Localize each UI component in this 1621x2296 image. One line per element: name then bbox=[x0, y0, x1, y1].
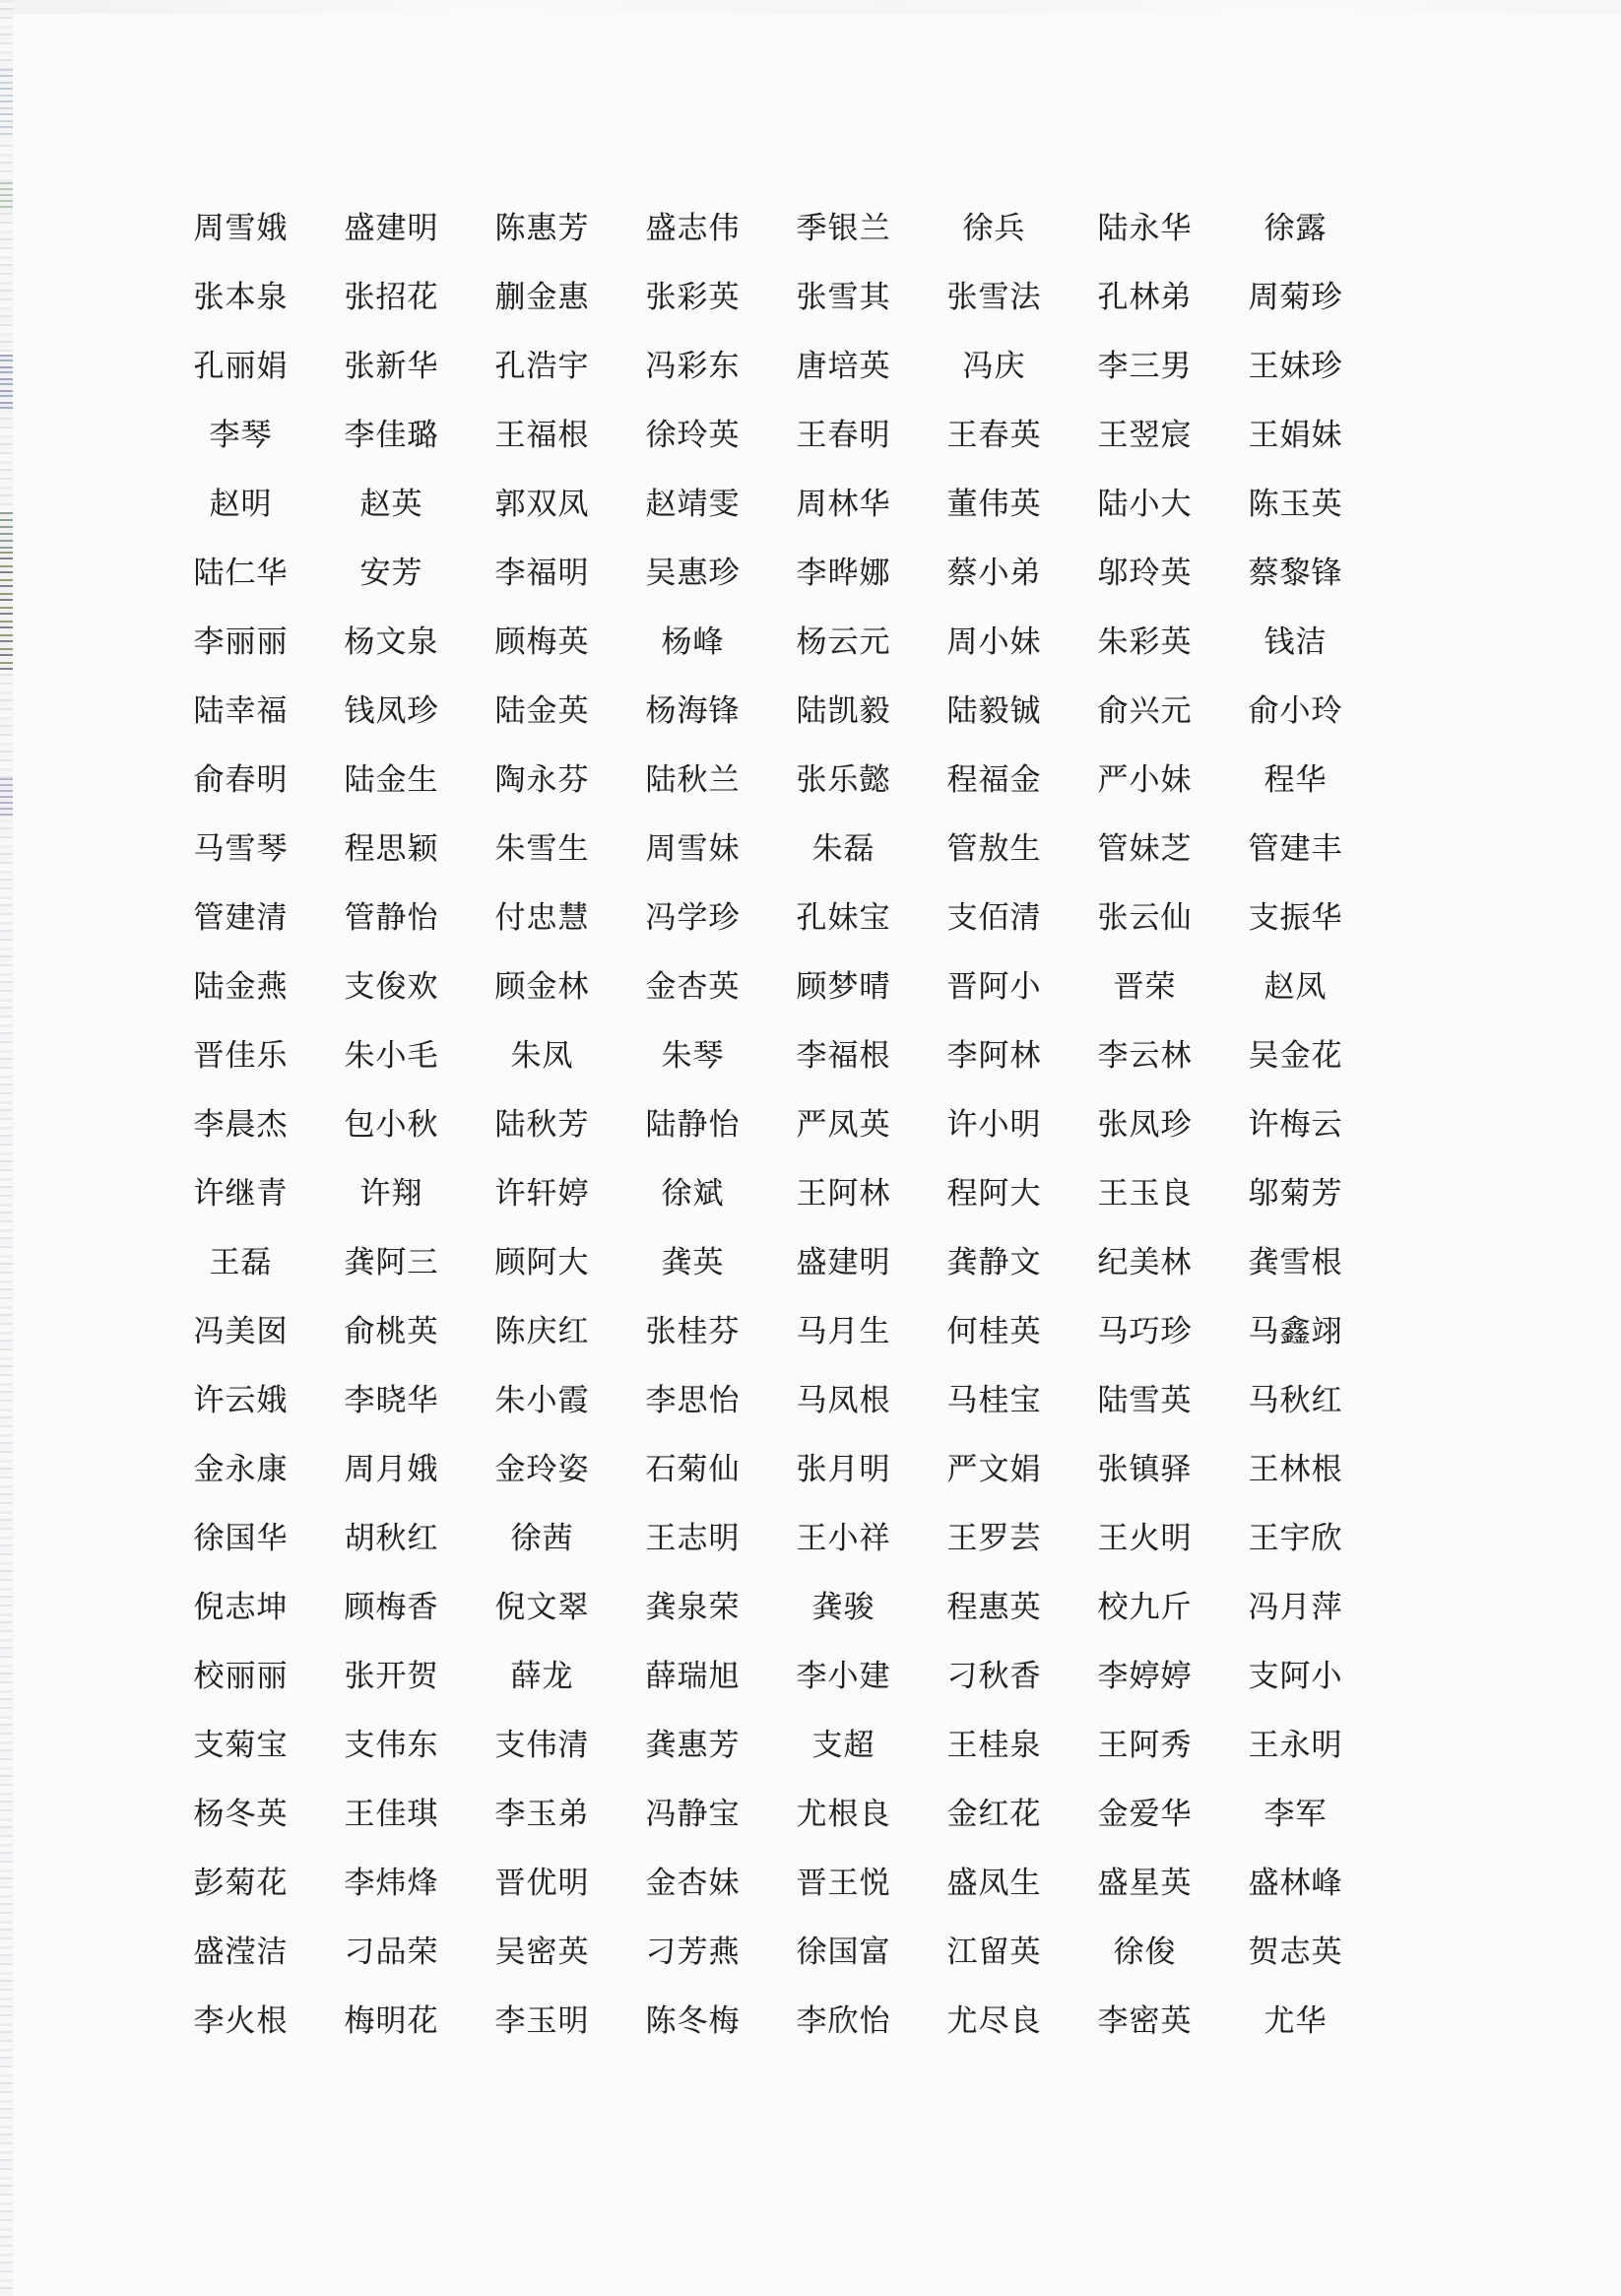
name-cell: 王福根 bbox=[494, 417, 590, 452]
name-cell: 杨文泉 bbox=[344, 623, 439, 659]
name-cell: 陆仁华 bbox=[193, 555, 289, 590]
name-cell: 支伟东 bbox=[344, 1727, 439, 1762]
name-cell: 王桂泉 bbox=[946, 1727, 1042, 1762]
name-cell: 蒯金惠 bbox=[494, 279, 590, 314]
name-cell: 张雪其 bbox=[796, 279, 891, 314]
name-cell: 尤尽良 bbox=[946, 2002, 1042, 2038]
name-cell: 盛星英 bbox=[1097, 1865, 1193, 1900]
name-cell: 朱凤 bbox=[510, 1037, 574, 1073]
name-cell: 冯月萍 bbox=[1248, 1589, 1343, 1624]
name-cell: 赵英 bbox=[359, 486, 423, 521]
scan-edge-artifact bbox=[0, 0, 13, 2296]
name-cell: 王宇欣 bbox=[1248, 1520, 1343, 1555]
name-cell: 王翌宸 bbox=[1097, 417, 1193, 452]
name-cell: 校九斤 bbox=[1097, 1589, 1193, 1624]
name-cell: 王娟妹 bbox=[1248, 417, 1343, 452]
name-cell: 盛建明 bbox=[344, 210, 439, 245]
name-cell: 张乐懿 bbox=[796, 761, 891, 797]
name-cell: 许继青 bbox=[193, 1175, 289, 1211]
name-cell: 李火根 bbox=[193, 2002, 289, 2038]
name-cell: 杨峰 bbox=[661, 623, 725, 659]
name-cell: 王志明 bbox=[645, 1520, 741, 1555]
name-cell: 王阿林 bbox=[796, 1175, 891, 1211]
name-cell: 顾阿大 bbox=[494, 1244, 590, 1279]
name-cell: 张雪法 bbox=[946, 279, 1042, 314]
name-cell: 晋阿小 bbox=[946, 968, 1042, 1004]
name-cell: 马巧珍 bbox=[1097, 1313, 1193, 1348]
name-cell: 晋王悦 bbox=[796, 1865, 891, 1900]
name-cell: 李婷婷 bbox=[1097, 1658, 1193, 1693]
name-cell: 管建丰 bbox=[1248, 830, 1343, 866]
name-cell: 张月明 bbox=[796, 1451, 891, 1486]
names-grid bbox=[165, 190, 1371, 2052]
scan-edge-stripe-patch bbox=[0, 69, 13, 138]
name-cell: 陆雪英 bbox=[1097, 1382, 1193, 1417]
name-cell: 吴金花 bbox=[1248, 1037, 1343, 1073]
scan-edge-stripe-patch bbox=[0, 512, 13, 552]
name-cell: 许轩婷 bbox=[494, 1175, 590, 1211]
name-cell: 盛志伟 bbox=[645, 210, 741, 245]
name-cell: 晋荣 bbox=[1113, 968, 1177, 1004]
name-cell: 顾梅香 bbox=[344, 1589, 439, 1624]
name-cell: 俞春明 bbox=[193, 761, 289, 797]
name-cell: 盛滢洁 bbox=[193, 1934, 289, 1969]
name-cell: 朱彩英 bbox=[1097, 623, 1193, 659]
name-cell: 王小祥 bbox=[796, 1520, 891, 1555]
name-cell: 陆金燕 bbox=[193, 968, 289, 1004]
name-cell: 赵凤 bbox=[1264, 968, 1328, 1004]
name-cell: 付忠慧 bbox=[494, 899, 590, 935]
name-cell: 李琴 bbox=[209, 417, 273, 452]
name-cell: 顾金林 bbox=[494, 968, 590, 1004]
name-cell: 金玲姿 bbox=[494, 1451, 590, 1486]
name-cell: 金杏英 bbox=[645, 968, 741, 1004]
name-cell: 严小妹 bbox=[1097, 761, 1193, 797]
name-cell: 顾梅英 bbox=[494, 623, 590, 659]
name-cell: 李阿林 bbox=[946, 1037, 1042, 1073]
name-cell: 李密英 bbox=[1097, 2002, 1193, 2038]
scan-edge-stripe-patch bbox=[0, 182, 13, 212]
name-cell: 程福金 bbox=[946, 761, 1042, 797]
name-cell: 陆金英 bbox=[494, 692, 590, 728]
name-cell: 龚阿三 bbox=[344, 1244, 439, 1279]
name-cell: 金杏妹 bbox=[645, 1865, 741, 1900]
name-cell: 李小建 bbox=[796, 1658, 891, 1693]
name-cell: 周月娥 bbox=[344, 1451, 439, 1486]
name-cell: 支振华 bbox=[1248, 899, 1343, 935]
name-cell: 吴惠珍 bbox=[645, 555, 741, 590]
name-cell: 陈惠芳 bbox=[494, 210, 590, 245]
name-cell: 钱洁 bbox=[1264, 623, 1328, 659]
name-cell: 徐国华 bbox=[193, 1520, 289, 1555]
name-cell: 管妹芝 bbox=[1097, 830, 1193, 866]
name-cell: 陈庆红 bbox=[494, 1313, 590, 1348]
name-cell: 严文娟 bbox=[946, 1451, 1042, 1486]
name-cell: 郭双凤 bbox=[494, 486, 590, 521]
name-cell: 蔡黎锋 bbox=[1248, 555, 1343, 590]
name-cell: 孔林弟 bbox=[1097, 279, 1193, 314]
name-cell: 徐茜 bbox=[510, 1520, 574, 1555]
name-cell: 马雪琴 bbox=[193, 830, 289, 866]
name-cell: 陆金生 bbox=[344, 761, 439, 797]
name-cell: 校丽丽 bbox=[193, 1658, 289, 1693]
name-cell: 周菊珍 bbox=[1248, 279, 1343, 314]
name-cell: 李晓华 bbox=[344, 1382, 439, 1417]
name-cell: 严凤英 bbox=[796, 1106, 891, 1142]
name-cell: 朱雪生 bbox=[494, 830, 590, 866]
name-cell: 支菊宝 bbox=[193, 1727, 289, 1762]
name-cell: 赵明 bbox=[209, 486, 273, 521]
name-cell: 纪美林 bbox=[1097, 1244, 1193, 1279]
scan-top-texture bbox=[0, 0, 1621, 14]
name-cell: 倪志坤 bbox=[193, 1589, 289, 1624]
name-cell: 王火明 bbox=[1097, 1520, 1193, 1555]
name-cell: 周小妹 bbox=[946, 623, 1042, 659]
name-cell: 徐俊 bbox=[1113, 1934, 1177, 1969]
name-cell: 尤根良 bbox=[796, 1796, 891, 1831]
name-cell: 张彩英 bbox=[645, 279, 741, 314]
name-cell: 李三男 bbox=[1097, 348, 1193, 383]
name-cell: 李福根 bbox=[796, 1037, 891, 1073]
name-cell: 王永明 bbox=[1248, 1727, 1343, 1762]
name-cell: 陆幸福 bbox=[193, 692, 289, 728]
name-cell: 李玉弟 bbox=[494, 1796, 590, 1831]
name-cell: 徐斌 bbox=[661, 1175, 725, 1211]
name-cell: 俞兴元 bbox=[1097, 692, 1193, 728]
name-cell: 管静怡 bbox=[344, 899, 439, 935]
name-cell: 梅明花 bbox=[344, 2002, 439, 2038]
name-cell: 冯美囡 bbox=[193, 1313, 289, 1348]
name-cell: 王佳琪 bbox=[344, 1796, 439, 1831]
name-cell: 唐培英 bbox=[796, 348, 891, 383]
name-cell: 李军 bbox=[1264, 1796, 1328, 1831]
name-cell: 刁芳燕 bbox=[645, 1934, 741, 1969]
name-cell: 杨冬英 bbox=[193, 1796, 289, 1831]
name-cell: 薛瑞旭 bbox=[645, 1658, 741, 1693]
name-cell: 龚惠芳 bbox=[645, 1727, 741, 1762]
name-cell: 龚雪根 bbox=[1248, 1244, 1343, 1279]
name-cell: 徐露 bbox=[1264, 210, 1328, 245]
name-cell: 王玉良 bbox=[1097, 1175, 1193, 1211]
name-cell: 金爱华 bbox=[1097, 1796, 1193, 1831]
name-cell: 钱凤珍 bbox=[344, 692, 439, 728]
name-cell: 朱磊 bbox=[811, 830, 875, 866]
name-cell: 何桂英 bbox=[946, 1313, 1042, 1348]
name-cell: 龚静文 bbox=[946, 1244, 1042, 1279]
name-cell: 张本泉 bbox=[193, 279, 289, 314]
name-cell: 杨海锋 bbox=[645, 692, 741, 728]
name-cell: 陈冬梅 bbox=[645, 2002, 741, 2038]
name-cell: 马桂宝 bbox=[946, 1382, 1042, 1417]
name-cell: 金红花 bbox=[946, 1796, 1042, 1831]
name-cell: 李云林 bbox=[1097, 1037, 1193, 1073]
name-cell: 俞小玲 bbox=[1248, 692, 1343, 728]
name-cell: 程阿大 bbox=[946, 1175, 1042, 1211]
name-cell: 李丽丽 bbox=[193, 623, 289, 659]
name-cell: 程思颖 bbox=[344, 830, 439, 866]
name-cell: 薛龙 bbox=[510, 1658, 574, 1693]
name-cell: 李佳璐 bbox=[344, 417, 439, 452]
name-cell: 朱琴 bbox=[661, 1037, 725, 1073]
name-cell: 李玉明 bbox=[494, 2002, 590, 2038]
name-cell: 周雪娥 bbox=[193, 210, 289, 245]
name-cell: 张云仙 bbox=[1097, 899, 1193, 935]
name-cell: 王磊 bbox=[209, 1244, 273, 1279]
name-cell: 陆小大 bbox=[1097, 486, 1193, 521]
name-cell: 周林华 bbox=[796, 486, 891, 521]
name-cell: 许云娥 bbox=[193, 1382, 289, 1417]
name-cell: 支佰清 bbox=[946, 899, 1042, 935]
name-cell: 程华 bbox=[1264, 761, 1328, 797]
name-cell: 杨云元 bbox=[796, 623, 891, 659]
name-cell: 陈玉英 bbox=[1248, 486, 1343, 521]
name-cell: 许梅云 bbox=[1248, 1106, 1343, 1142]
name-cell: 孔丽娟 bbox=[193, 348, 289, 383]
name-cell: 张新华 bbox=[344, 348, 439, 383]
name-cell: 徐玲英 bbox=[645, 417, 741, 452]
name-cell: 朱小毛 bbox=[344, 1037, 439, 1073]
name-cell: 徐国富 bbox=[796, 1934, 891, 1969]
name-cell: 马月生 bbox=[796, 1313, 891, 1348]
name-cell: 刁秋香 bbox=[946, 1658, 1042, 1693]
name-cell: 王林根 bbox=[1248, 1451, 1343, 1486]
name-cell: 陆秋兰 bbox=[645, 761, 741, 797]
name-cell: 冯庆 bbox=[962, 348, 1026, 383]
name-cell: 马凤根 bbox=[796, 1382, 891, 1417]
name-cell: 支俊欢 bbox=[344, 968, 439, 1004]
name-cell: 董伟英 bbox=[946, 486, 1042, 521]
name-cell: 安芳 bbox=[359, 555, 423, 590]
name-cell: 王春英 bbox=[946, 417, 1042, 452]
name-cell: 张桂芬 bbox=[645, 1313, 741, 1348]
name-cell: 蔡小弟 bbox=[946, 555, 1042, 590]
name-cell: 陆毅铖 bbox=[946, 692, 1042, 728]
name-cell: 王妹珍 bbox=[1248, 348, 1343, 383]
name-cell: 王春明 bbox=[796, 417, 891, 452]
name-cell: 彭菊花 bbox=[193, 1865, 289, 1900]
name-cell: 石菊仙 bbox=[645, 1451, 741, 1486]
name-cell: 俞桃英 bbox=[344, 1313, 439, 1348]
name-cell: 胡秋红 bbox=[344, 1520, 439, 1555]
name-cell: 许小明 bbox=[946, 1106, 1042, 1142]
name-cell: 赵靖雯 bbox=[645, 486, 741, 521]
name-cell: 盛建明 bbox=[796, 1244, 891, 1279]
name-cell: 许翔 bbox=[359, 1175, 423, 1211]
name-cell: 盛凤生 bbox=[946, 1865, 1042, 1900]
name-cell: 支伟清 bbox=[494, 1727, 590, 1762]
name-cell: 周雪妹 bbox=[645, 830, 741, 866]
name-cell: 张开贺 bbox=[344, 1658, 439, 1693]
name-cell: 冯学珍 bbox=[645, 899, 741, 935]
name-cell: 李晔娜 bbox=[796, 555, 891, 590]
name-cell: 李欣怡 bbox=[796, 2002, 891, 2038]
name-cell: 李思怡 bbox=[645, 1382, 741, 1417]
name-cell: 张镇驿 bbox=[1097, 1451, 1193, 1486]
scan-edge-stripe-patch bbox=[0, 552, 13, 670]
name-cell: 支超 bbox=[811, 1727, 875, 1762]
scan-edge-stripe-patch bbox=[0, 778, 13, 818]
name-cell: 晋佳乐 bbox=[193, 1037, 289, 1073]
name-cell: 尤华 bbox=[1264, 2002, 1328, 2038]
name-cell: 龚骏 bbox=[811, 1589, 875, 1624]
name-cell: 李福明 bbox=[494, 555, 590, 590]
name-cell: 贺志英 bbox=[1248, 1934, 1343, 1969]
name-cell: 张招花 bbox=[344, 279, 439, 314]
name-cell: 冯静宝 bbox=[645, 1796, 741, 1831]
name-cell: 龚泉荣 bbox=[645, 1589, 741, 1624]
name-cell: 陶永芬 bbox=[494, 761, 590, 797]
name-cell: 邬菊芳 bbox=[1248, 1175, 1343, 1211]
name-cell: 晋优明 bbox=[494, 1865, 590, 1900]
name-cell: 龚英 bbox=[661, 1244, 725, 1279]
name-cell: 徐兵 bbox=[962, 210, 1026, 245]
name-cell: 包小秋 bbox=[344, 1106, 439, 1142]
name-cell: 管建清 bbox=[193, 899, 289, 935]
name-cell: 朱小霞 bbox=[494, 1382, 590, 1417]
name-cell: 江留英 bbox=[946, 1934, 1042, 1969]
name-cell: 陆静怡 bbox=[645, 1106, 741, 1142]
name-cell: 孔浩宇 bbox=[494, 348, 590, 383]
name-cell: 王罗芸 bbox=[946, 1520, 1042, 1555]
name-cell: 程惠英 bbox=[946, 1589, 1042, 1624]
name-cell: 顾梦晴 bbox=[796, 968, 891, 1004]
name-cell: 支阿小 bbox=[1248, 1658, 1343, 1693]
name-cell: 马秋红 bbox=[1248, 1382, 1343, 1417]
name-cell: 冯彩东 bbox=[645, 348, 741, 383]
name-cell: 金永康 bbox=[193, 1451, 289, 1486]
name-cell: 邬玲英 bbox=[1097, 555, 1193, 590]
name-cell: 吴密英 bbox=[494, 1934, 590, 1969]
name-cell: 张凤珍 bbox=[1097, 1106, 1193, 1142]
name-cell: 孔妹宝 bbox=[796, 899, 891, 935]
name-cell: 刁品荣 bbox=[344, 1934, 439, 1969]
name-cell: 陆永华 bbox=[1097, 210, 1193, 245]
name-cell: 陆凯毅 bbox=[796, 692, 891, 728]
name-cell: 李炜烽 bbox=[344, 1865, 439, 1900]
name-cell: 倪文翠 bbox=[494, 1589, 590, 1624]
name-cell: 管敖生 bbox=[946, 830, 1042, 866]
name-cell: 季银兰 bbox=[796, 210, 891, 245]
name-cell: 李晨杰 bbox=[193, 1106, 289, 1142]
name-cell: 马鑫翊 bbox=[1248, 1313, 1343, 1348]
name-cell: 陆秋芳 bbox=[494, 1106, 590, 1142]
scan-edge-stripe-patch bbox=[0, 355, 13, 414]
name-cell: 盛林峰 bbox=[1248, 1865, 1343, 1900]
name-cell: 王阿秀 bbox=[1097, 1727, 1193, 1762]
